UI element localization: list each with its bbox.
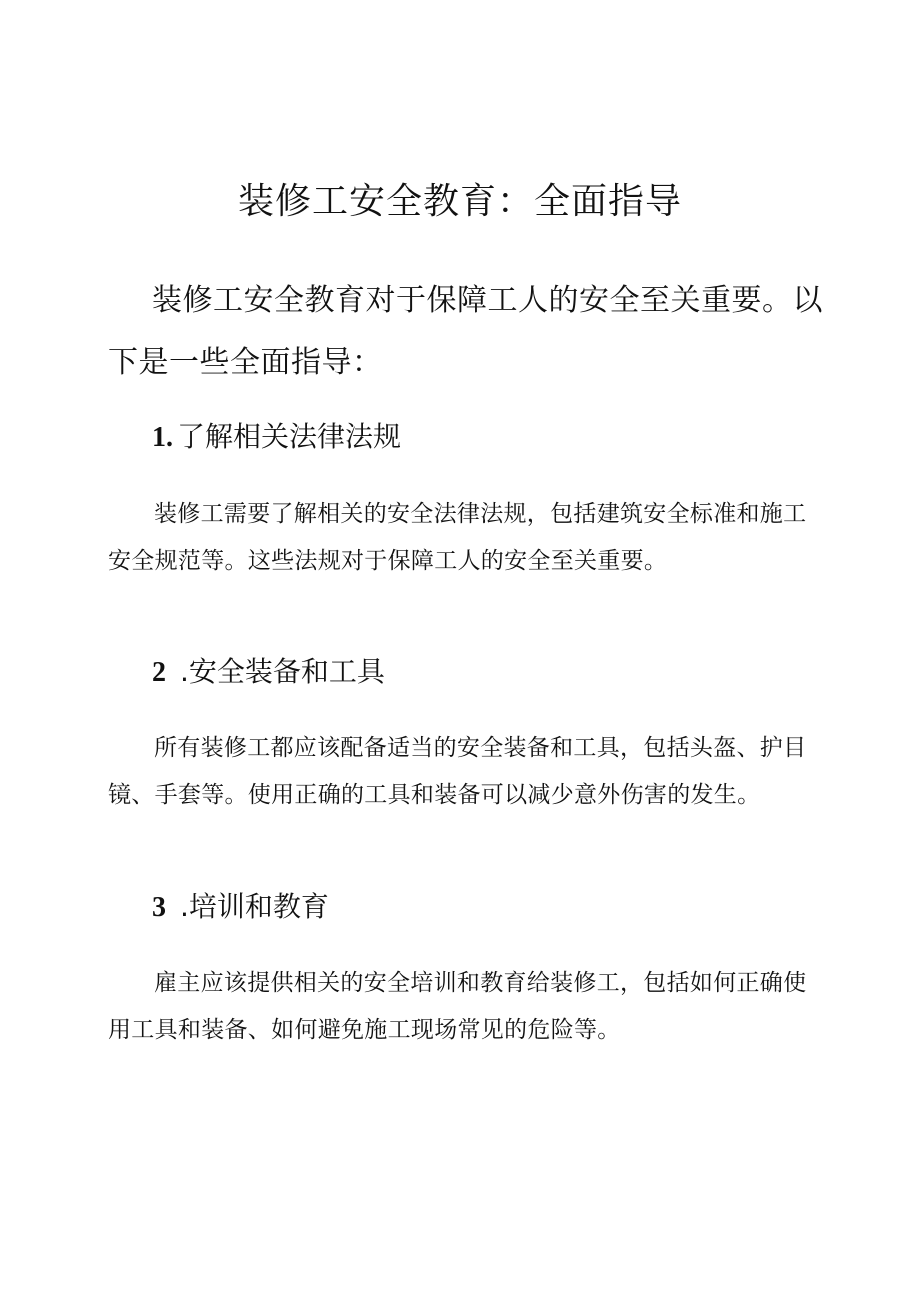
section-number-3: 3 [152, 892, 166, 923]
section-body-2: 所有装修工都应该配备适当的安全装备和工具，包括头盔、护目镜、手套等。使用正确的工具和装备可以减少意外伤害的发生。 [108, 735, 807, 808]
intro-paragraph: 装修工安全教育对于保障工人的安全至关重要。以下是一些全面指导： [108, 283, 823, 380]
section-heading-3 [152, 887, 329, 928]
section-heading-2 [152, 652, 385, 693]
document-title: 装修工安全教育：全面指导 [237, 181, 682, 222]
section-heading-text-1: 了解相关法律法规 [177, 420, 402, 453]
section-number-1: 1. [152, 422, 173, 453]
section-number-2: 2 [152, 657, 166, 688]
section-body-1: 装修工需要了解相关的安全法律法规，包括建筑安全标准和施工安全规范等。这些法规对于保障工人的安全至关重要。 [108, 501, 807, 574]
section-heading-text-2: .安全装备和工具 [180, 655, 385, 688]
section-heading-1 [152, 417, 401, 458]
section-body-3: 雇主应该提供相关的安全培训和教育给装修工，包括如何正确使用工具和装备、如何避免施工现场常见的危险等。 [108, 970, 807, 1043]
section-heading-text-3: .培训和教育 [180, 890, 329, 923]
